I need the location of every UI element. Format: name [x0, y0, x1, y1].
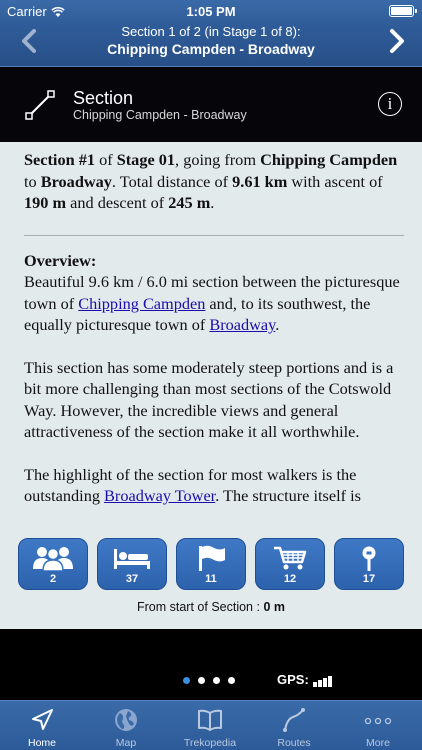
people-icon: [31, 545, 75, 571]
bed-icon: [112, 545, 152, 571]
shopping-button[interactable]: [255, 538, 325, 590]
landmarks-button[interactable]: [176, 538, 246, 590]
tab-bar: [0, 700, 422, 750]
content-divider: [24, 235, 404, 236]
top-bar: [0, 0, 422, 66]
tab-home[interactable]: [0, 701, 84, 750]
shopping-count: 12: [283, 573, 297, 585]
tab-routes-label: Routes: [277, 737, 311, 749]
tab-trekopedia-label: Trekopedia: [183, 737, 237, 749]
book-icon: [197, 707, 223, 733]
broadway-tower-link[interactable]: Broadway Tower: [104, 486, 216, 505]
tab-routes[interactable]: [252, 701, 336, 750]
page-dot-3: [213, 677, 220, 684]
signpost-icon: [356, 545, 382, 571]
nav-title: [60, 24, 362, 58]
status-time: 1:05 PM: [186, 4, 236, 19]
tab-trekopedia[interactable]: [168, 701, 252, 750]
section-header: [0, 67, 422, 142]
flag-icon: [194, 545, 228, 571]
tab-more-label: More: [366, 737, 390, 749]
gps-signal-icon: [313, 675, 332, 687]
gps-status: [277, 672, 332, 687]
navigation-arrow-icon: [29, 707, 55, 733]
tab-map[interactable]: [84, 701, 168, 750]
landmarks-count: 11: [205, 573, 217, 585]
challenge-paragraph: This section has some moderately steep portions and is a bit more challenging than most sections of the Cotswold Way. However, the incredible views and general attractiveness of the section make it all worthwhile.: [24, 357, 394, 441]
broadway-link[interactable]: Broadway: [209, 315, 276, 334]
overview-paragraph: Beautiful 9.6 km / 6.0 mi section between the picturesque town of Chipping Campden and, to its southwest, the equally picturesque town of Broadway.: [24, 272, 400, 334]
info-icon[interactable]: i: [378, 92, 402, 116]
status-bar: [0, 0, 422, 22]
poi-button-bar: [0, 535, 422, 595]
accommodation-button[interactable]: [97, 538, 167, 590]
globe-icon: [113, 707, 139, 733]
section-subtitle: Chipping Campden - Broadway: [73, 108, 247, 122]
gps-label: GPS:: [277, 672, 309, 687]
carrier-label: Carrier: [7, 4, 47, 19]
shopping-cart-icon: [272, 545, 308, 571]
nav-subtitle: Section 1 of 2 (in Stage 1 of 8):: [121, 24, 301, 39]
accommodation-count: 37: [125, 573, 139, 585]
distance-from-start: From start of Section : 0 m: [137, 600, 285, 614]
page-dot-2: [198, 677, 205, 684]
more-dots-icon: [363, 707, 393, 733]
line-segment-icon: [22, 87, 58, 123]
chipping-campden-link[interactable]: Chipping Campden: [78, 293, 206, 313]
waypoints-button[interactable]: [334, 538, 404, 590]
waypoints-count: 17: [362, 573, 376, 585]
route-icon: [281, 707, 307, 733]
next-section-button[interactable]: [384, 28, 408, 54]
tab-map-label: Map: [115, 737, 137, 749]
nav-main-title: Chipping Campden - Broadway: [107, 41, 315, 57]
people-count: 2: [49, 573, 57, 585]
tab-more[interactable]: [336, 701, 420, 750]
section-title: Section: [73, 88, 134, 108]
people-button[interactable]: [18, 538, 88, 590]
overview-heading: Overview:: [24, 250, 97, 270]
highlight-paragraph: The highlight of the section for most walkers is the outstanding Broadway Tower. The structure itself is: [24, 464, 361, 505]
page-dot-1: [183, 677, 190, 684]
battery-icon: [389, 5, 414, 17]
map-strip: [0, 629, 422, 700]
previous-section-button[interactable]: [18, 28, 42, 54]
page-dot-4: [228, 677, 235, 684]
page-indicator[interactable]: [183, 677, 235, 684]
summary-paragraph: Section #1 of Stage 01, going from Chipping Campden to Broadway. Total distance of 9.61 km with ascent of 190 m and descent of 245 m.: [24, 150, 398, 212]
tab-home-label: Home: [27, 737, 56, 749]
